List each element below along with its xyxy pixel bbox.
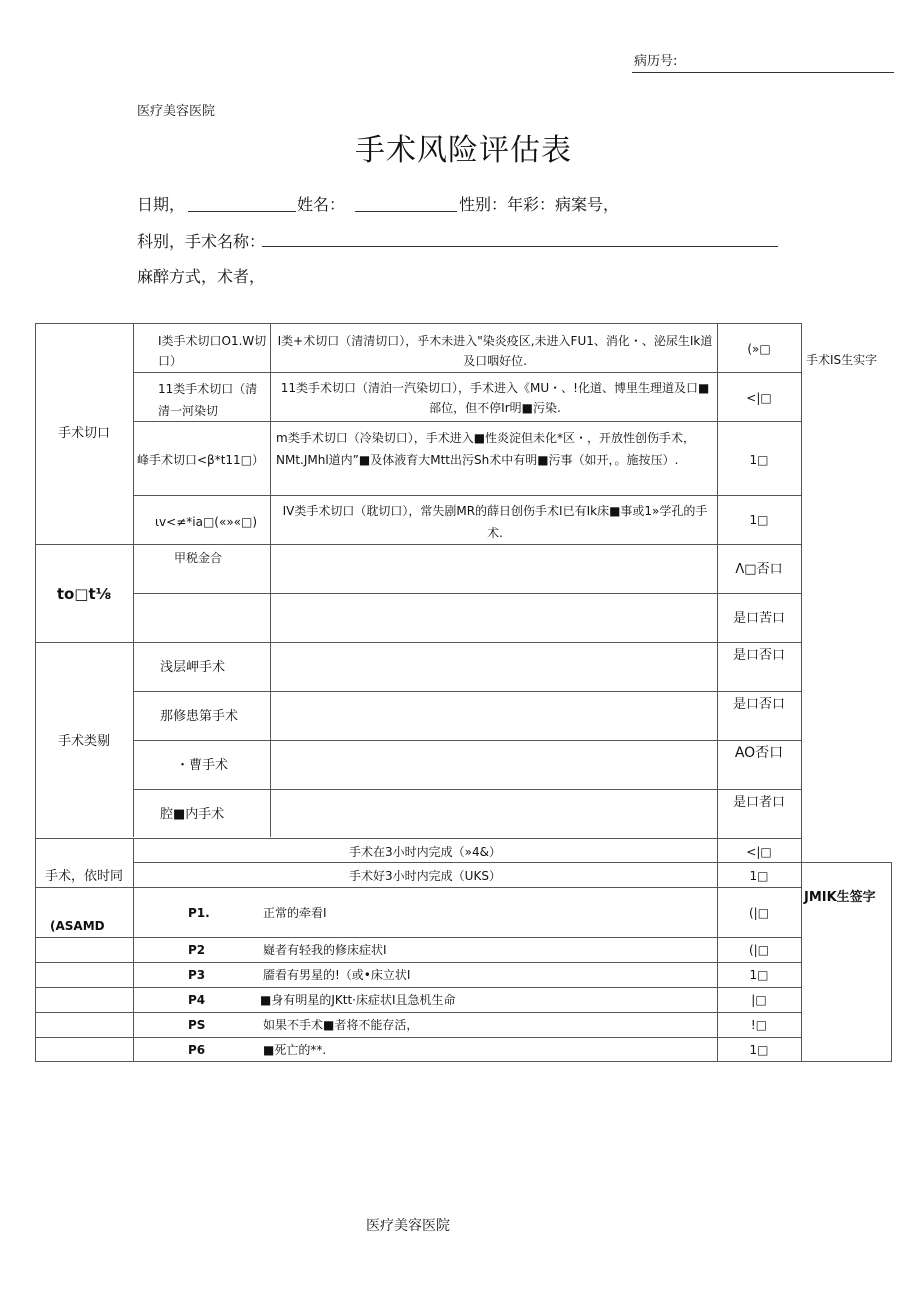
asa-desc-1: 正常的牵看I bbox=[263, 906, 327, 920]
anesthesiologist-signature-text: JMIK生签字 bbox=[804, 890, 876, 905]
duration-score-1[interactable]: <|□ bbox=[746, 845, 772, 859]
category-label-1: 浅层岬手术 bbox=[160, 660, 226, 675]
asa-score-3[interactable]: 1□ bbox=[749, 968, 769, 982]
asa-desc-4: ■身有明星的JKtt·床症状I且急机生命 bbox=[260, 993, 456, 1007]
second-item-1: 甲税金合 bbox=[174, 551, 223, 565]
category-label-4: 腔■内手术 bbox=[160, 807, 225, 822]
second-section-label: to□t⅛ bbox=[56, 585, 112, 603]
surgery-name-line[interactable] bbox=[262, 246, 778, 247]
asa-desc-3: 靥看有男星的!（或•床立状I bbox=[263, 968, 411, 982]
asa-score-1[interactable]: (|□ bbox=[748, 906, 770, 920]
incision-desc-1: I类+术切口（清清切口），乎木未进入"染炎疫区,未进入FU1、消化・、泌尿生Ik道及口咽好位. bbox=[277, 334, 713, 368]
hospital-name: 医疗美容医院 bbox=[137, 104, 216, 119]
page-title: 手术风险评估表 bbox=[355, 133, 572, 168]
asa-code-3: P3 bbox=[188, 968, 206, 982]
asa-code-2: P2 bbox=[188, 943, 206, 957]
incision-desc-4: IV类手术切口（耽切口），常失剧MR的薛日创伤手术I已有Ik床■事或1»学孔的手术. bbox=[282, 504, 708, 540]
asa-code-5: PS bbox=[188, 1018, 206, 1032]
date-field-line[interactable] bbox=[188, 211, 296, 212]
category-section-label: 手术类剔 bbox=[57, 734, 110, 749]
asa-desc-5: 如果不手术■者将不能存活， bbox=[263, 1018, 419, 1032]
category-score-1[interactable]: 是口否口 bbox=[732, 648, 785, 663]
duration-label-1: 手术在3小时内完成（»4&） bbox=[349, 845, 501, 859]
incision-desc-3: m类手术切口（冷染切口），手术进入■性炎淀但未化*区・，开放性创伤手术，NMt.JMhl道内”■及体液育大Mtt出污Sh术中有明■污事（如开，。施按压）. bbox=[276, 431, 696, 467]
anesthesiologist-signature-note bbox=[804, 889, 876, 907]
asa-score-5[interactable]: !□ bbox=[750, 1018, 768, 1032]
incision-type-3: 峰手术切口<β*t11□） bbox=[137, 453, 265, 467]
asa-desc-2: 嶷者有轻我的修床症状I bbox=[263, 943, 387, 957]
record-number-label: 病历号: bbox=[634, 54, 678, 69]
second-score-1[interactable]: Λ□否口 bbox=[735, 562, 783, 577]
incision-type-2: 11类手术切口（清清一河染切 bbox=[158, 382, 258, 418]
incision-desc-2: 11类手术切口（清泊一汽染切口），手术进入《MU・、!化道、博里生理道及口■部位，但不停Ir明■污染. bbox=[280, 381, 710, 415]
category-score-2[interactable]: 是口否口 bbox=[732, 697, 785, 712]
footer-hospital-name: 医疗美容医院 bbox=[366, 1218, 450, 1234]
anesthesia-label: 麻醉方式，术者， bbox=[137, 267, 266, 286]
incision-type-1: I类手术切口O1.W切口） bbox=[158, 334, 267, 368]
date-label: 日期， bbox=[137, 195, 186, 214]
gender-age-label: 性别：年彩：病案号， bbox=[459, 195, 620, 214]
asa-score-2[interactable]: (|□ bbox=[748, 943, 770, 957]
record-number-line bbox=[632, 72, 894, 73]
dept-surgery-label: 科别，手术名称： bbox=[137, 232, 266, 251]
incision-score-3[interactable]: 1□ bbox=[749, 453, 769, 467]
name-field-line[interactable] bbox=[355, 211, 457, 212]
surgeon-signature-note: 手术IS生实字 bbox=[806, 353, 878, 367]
duration-section-label: 手术，依时同 bbox=[44, 869, 123, 884]
incision-section-label: 手术切口 bbox=[57, 426, 110, 441]
category-label-2: 那修患第手术 bbox=[160, 709, 239, 724]
duration-score-2[interactable]: 1□ bbox=[749, 869, 769, 883]
incision-type-4: ιv<≠*ia□(«»«□) bbox=[155, 515, 258, 529]
asa-section-label: (ASAMD bbox=[50, 919, 105, 933]
name-label: 姓名： bbox=[297, 195, 346, 214]
incision-score-1[interactable]: (»□ bbox=[747, 342, 771, 356]
category-label-3: ・曹手术 bbox=[176, 758, 229, 773]
incision-score-2[interactable]: <|□ bbox=[746, 391, 772, 405]
incision-score-4[interactable]: 1□ bbox=[749, 513, 769, 527]
asa-code-1: P1. bbox=[188, 906, 210, 920]
asa-score-4[interactable]: |□ bbox=[751, 993, 767, 1007]
second-score-2[interactable]: 是口苦口 bbox=[732, 611, 785, 626]
category-score-3[interactable]: AO否口 bbox=[734, 745, 784, 761]
category-score-4[interactable]: 是口者口 bbox=[732, 795, 785, 810]
duration-label-2: 手术好3小时内完成（UKS） bbox=[349, 869, 501, 883]
asa-desc-6: ■死亡的**. bbox=[263, 1043, 327, 1057]
asa-code-4: P4 bbox=[188, 993, 206, 1007]
asa-code-6: P6 bbox=[188, 1043, 206, 1057]
asa-score-6[interactable]: 1□ bbox=[749, 1043, 769, 1057]
